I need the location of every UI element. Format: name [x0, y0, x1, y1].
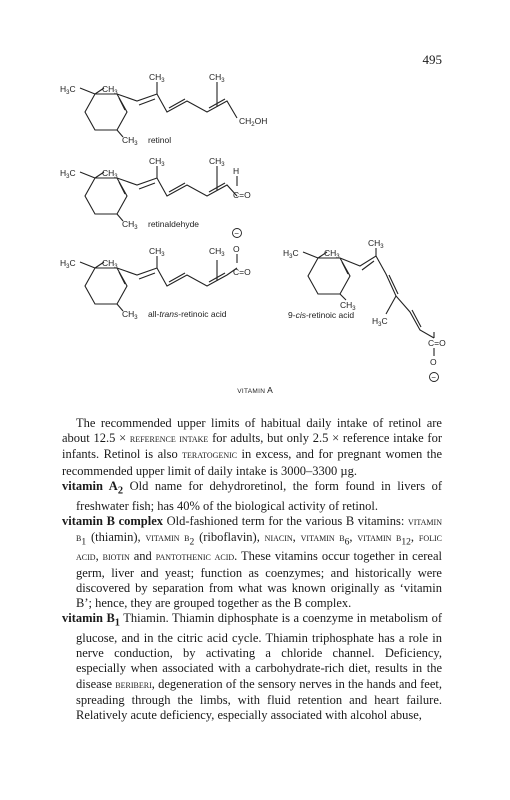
ch3-label: $CH_3$ — [340, 300, 356, 312]
headword: vitamin $B_1$ — [62, 611, 120, 629]
ch3-label: $CH_3$ — [368, 238, 384, 250]
ch3-label: $CH_3$ — [209, 156, 225, 168]
ch3-label: $CH_3$ — [122, 309, 138, 321]
h-label: H — [233, 166, 240, 176]
link-beriberi: beriberi — [115, 678, 152, 691]
h3c-label: $H_3C$ — [60, 84, 76, 96]
minus-sign: − — [431, 373, 436, 382]
ch3-label: $CH_3$ — [324, 248, 340, 260]
c-eq-o-label: C=O — [428, 338, 446, 348]
o-label: O — [233, 244, 240, 254]
headword: vitamin B complex — [62, 513, 164, 528]
entry-vitamin-b-complex: vitamin B complex Old-fashioned term for the various B vitamins: vitamin $b_1$ (thiamin), vitamin $b_2$ (riboflavin), niacin, vitamin $b_6$, vitamin $b_{12}$, folic acid, biotin and pantothenic acid. These vitamins occur together in cereal germ, liver and yeast; function as coenzymes; and historically were discovered by separation from what was known originally as ‘vitamin B’; hence, they are grouped together as the B complex. — [62, 513, 443, 611]
link-biotin: biotin — [102, 551, 130, 564]
entry-vitamin-a2: vitamin $A_2$ Old name for dehydroretinol, the form found in livers of freshwater fish; has 40% of the biological activity of retinol. — [62, 478, 443, 513]
c-eq-o-label: C=O — [233, 190, 251, 200]
ch2oh-label: $CH_2OH$ — [239, 116, 268, 128]
link-pantothenic-acid: pantothenic acid — [155, 551, 235, 564]
o-label: O — [430, 357, 437, 367]
ch3-label: $CH_3$ — [102, 168, 118, 180]
caption-vitamin: VITAMIN — [237, 388, 266, 395]
h3c-label: $H_3C$ — [60, 258, 76, 270]
ch3-label: $CH_3$ — [122, 135, 138, 147]
body-text — [62, 416, 442, 723]
h3c-label: $H_3C$ — [372, 316, 388, 328]
9-cis-retinoic-acid-structure — [303, 248, 434, 356]
ch3-label: $CH_3$ — [209, 72, 225, 84]
h3c-label: $H_3C$ — [60, 168, 76, 180]
all-trans-retinoic-acid-name: all-trans-retinoic acid — [148, 309, 227, 319]
minus-sign: − — [234, 229, 239, 238]
link-vitamin-b12: vitamin $b_{12}$ — [357, 531, 411, 548]
ch3-label: $CH_3$ — [102, 258, 118, 270]
ch3-label: $CH_3$ — [149, 72, 165, 84]
ch3-label: $CH_3$ — [209, 246, 225, 258]
link-reference-intake: reference intake — [129, 433, 209, 446]
link-teratogenic: teratogenic — [182, 449, 238, 462]
headword: vitamin $A_2$ — [62, 478, 124, 497]
ch3-label: $CH_3$ — [149, 156, 165, 168]
ch3-label: $CH_3$ — [102, 84, 118, 96]
link-vitamin-b2: vitamin $b_2$ — [145, 531, 195, 548]
link-niacin: niacin — [264, 531, 293, 544]
page-number: 495 — [422, 52, 442, 67]
figure-caption — [0, 385, 510, 395]
9-cis-retinoic-acid-name: 9-cis-retinoic acid — [288, 310, 355, 320]
ch3-label: $CH_3$ — [122, 219, 138, 231]
c-eq-o-label: C=O — [233, 267, 251, 277]
link-folic-acid: folic acid — [76, 531, 443, 564]
retinol-name: retinol — [148, 135, 172, 145]
retinaldehyde-name: retinaldehyde — [148, 219, 200, 229]
entry-vitamin-b1: vitamin $B_1$ Thiamin. Thiamin diphosphate is a coenzyme in metabolism of glucose, and in the citric acid cycle. Thiamin triphosphate has a role in nerve conduction, by activating a chloride channel. Deficiency, especially when associated with a carbohydrate-rich diet, results in the disease beriberi, degeneration of the sensory nerves in the hands and feet, spreading through the limbs, with fluid retention and heart failure. Relatively acute deficiency, especially associated with alcohol abuse, — [62, 611, 442, 722]
link-vitamin-b6: vitamin $b_6$ — [300, 531, 350, 548]
link-vitamin-b1: vitamin $b_1$ — [76, 515, 442, 548]
ch3-label: $CH_3$ — [149, 246, 165, 258]
h3c-label: $H_3C$ — [283, 248, 299, 260]
retinol-upper-limits-paragraph: The recommended upper limits of habitual daily intake of retinol are about 12.5 × reference intake for adults, but only 2.5 × reference intake for infants. Retinol is also teratogenic in excess, and for pregnant women the recommended upper limit of daily intake is 3000–3300 µg. — [62, 416, 442, 478]
caption-a: A — [265, 385, 273, 395]
